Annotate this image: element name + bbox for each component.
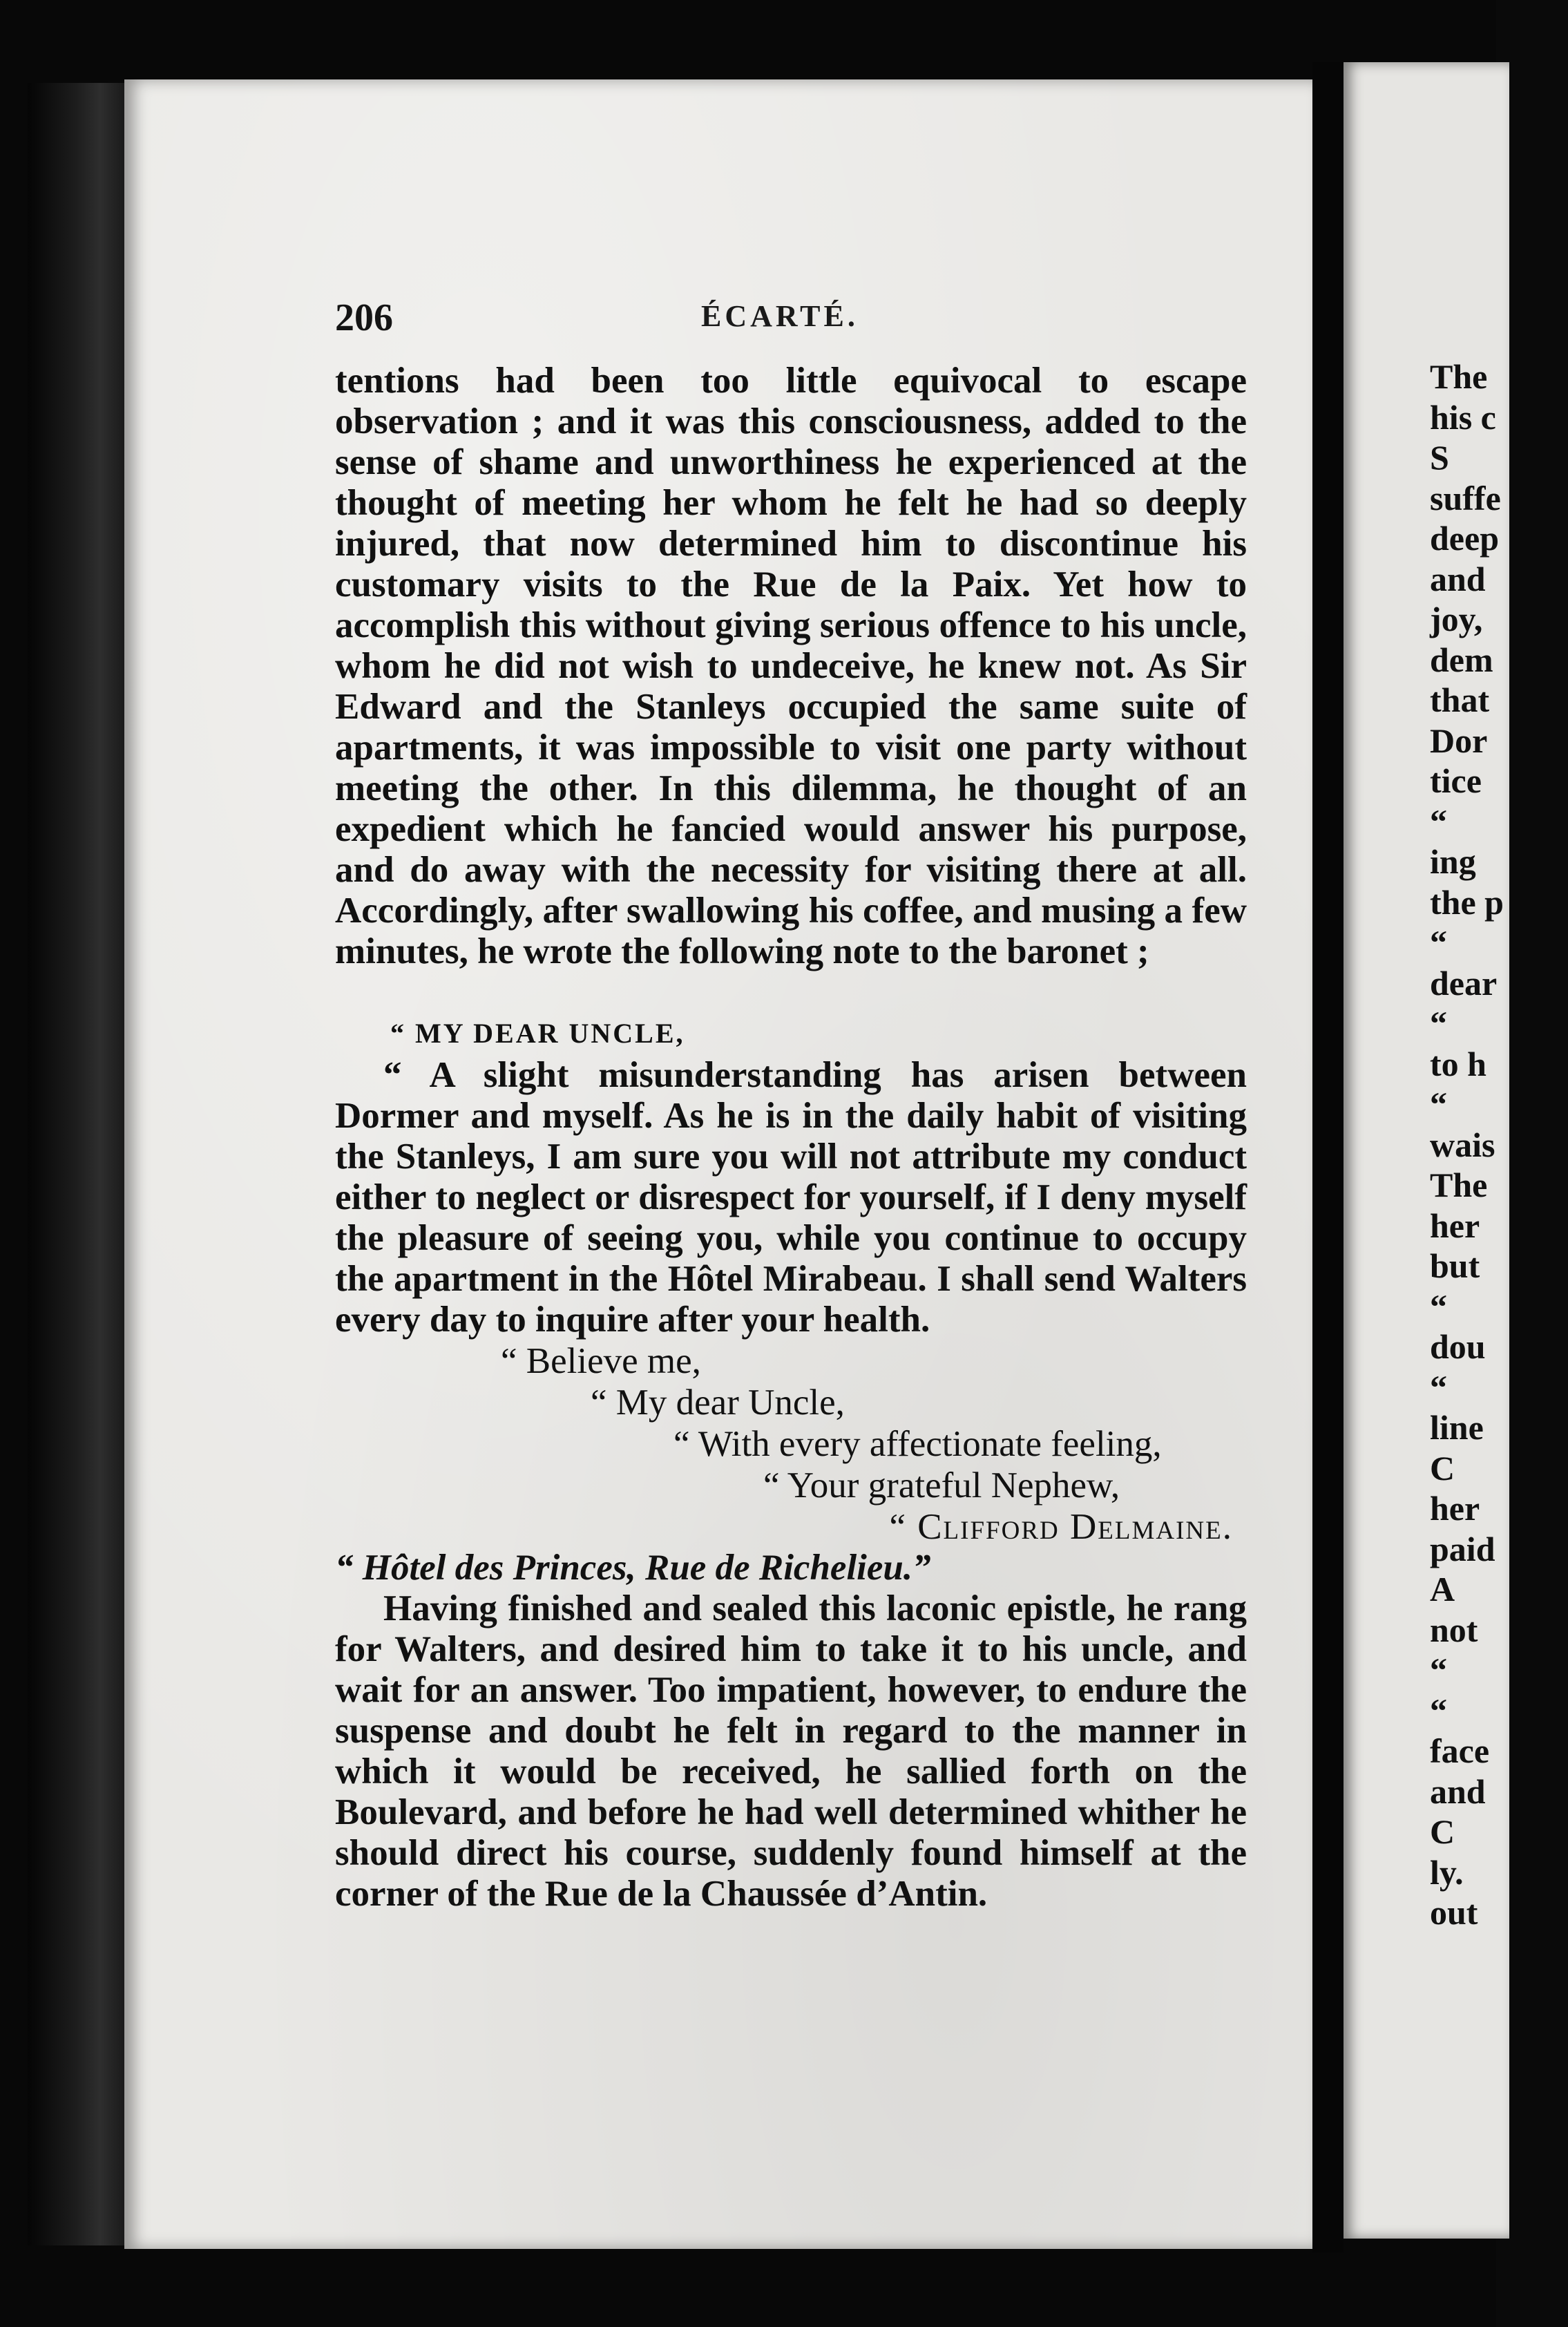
facing-page-line: dou	[1430, 1327, 1486, 1366]
running-title: ÉCARTÉ.	[701, 299, 859, 333]
letter-salutation: “ MY DEAR UNCLE,	[390, 1018, 685, 1049]
facing-page-line: ing	[1430, 842, 1476, 881]
page-number: 206	[335, 296, 393, 339]
facing-page-line: but	[1430, 1246, 1480, 1285]
facing-page-line: the p	[1430, 882, 1504, 922]
facing-page-line: tice	[1430, 761, 1482, 800]
facing-page-line: The	[1430, 357, 1488, 396]
page-gutter	[1312, 62, 1344, 2252]
facing-page-line: ly.	[1430, 1852, 1464, 1892]
facing-page-line: and	[1430, 559, 1486, 598]
facing-page-line: his c	[1430, 397, 1496, 437]
facing-page-line: joy,	[1430, 600, 1483, 638]
facing-page-line: Dor	[1430, 721, 1488, 760]
facing-page-line: C	[1430, 1448, 1455, 1488]
facing-page-line: deep	[1430, 519, 1499, 558]
facing-page-line: and	[1430, 1772, 1486, 1811]
facing-page-line: suffe	[1430, 478, 1501, 517]
letter-closing-2: “ My dear Uncle,	[591, 1383, 845, 1423]
facing-page-text	[1430, 356, 1568, 1932]
facing-page-line: dem	[1430, 640, 1493, 679]
facing-page-line: line	[1430, 1408, 1484, 1447]
facing-page-line: “	[1430, 801, 1447, 841]
facing-page-line: not	[1430, 1610, 1478, 1649]
letter-closing-4: “ Your grateful Nephew,	[763, 1465, 1120, 1506]
facing-page-line: to h	[1430, 1044, 1486, 1083]
facing-page-line: S	[1430, 438, 1449, 477]
letter-address: “ Hôtel des Princes, Rue de Richelieu.”	[335, 1548, 931, 1588]
facing-page-line: “	[1430, 1085, 1447, 1123]
facing-page-line: A	[1430, 1570, 1455, 1608]
page-text	[335, 361, 1247, 1915]
facing-page-line: face	[1430, 1731, 1490, 1770]
facing-page-line: wais	[1430, 1125, 1495, 1164]
facing-page-line: The	[1430, 1166, 1488, 1204]
letter-body: “ A slight misunderstanding has arisen between Dormer and myself. As he is in the daily habit of visiting the Stanleys, I am sure you will not attribute my conduct either to neglect or disrespect for yourself, if I deny myself the pleasure of seeing you, while you continue to occupy the apartment in the Hôtel Mirabeau. I shall send Walters every day to inquire after your health.	[335, 1055, 1247, 1340]
paragraph-2: Having finished and sealed this laconic epistle, he rang for Walters, and desired him to take it to his uncle, and wait for an answer. Too impatient, however, to endure the suspense and doubt he felt in regard to the manner in which it would be received, he sallied forth on the Boulevard, and before he had well determined whither he should direct his course, suddenly found himself at the corner of the Rue de la Chaussée d’Antin.	[335, 1588, 1247, 1914]
facing-page-line: “	[1430, 1286, 1447, 1326]
facing-page-line: her	[1430, 1489, 1480, 1528]
facing-page-line: her	[1430, 1206, 1480, 1245]
facing-page-line: “	[1430, 1367, 1447, 1407]
paragraph-1: tentions had been too little equivocal to escape observation ; and it was this consciousness, added to the sense of shame and unworthiness he experienced at the thought of meeting her whom he felt he had so deeply injured, that now determined him to discontinue his customary visits to the Rue de la Paix. Yet how to accomplish this without giving serious offence to his uncle, whom he did not wish to undeceive, he knew not. As Sir Edward and the Stanleys occupied the same suite of apartments, it was impossible to visit one party without meeting the other. In this dilemma, he thought of an expedient which he fancied would answer his purpose, and do away with the necessity for visiting there at all. Accordingly, after swallowing his coffee, and musing a few minutes, he wrote the following note to the baronet ;	[335, 361, 1247, 971]
book-binding-edge	[28, 83, 131, 2245]
facing-page-line: dear	[1430, 963, 1498, 1003]
facing-page-line: paid	[1430, 1529, 1495, 1568]
letter-closing-3: “ With every affectionate feeling,	[673, 1424, 1162, 1464]
facing-page-line: “	[1430, 1691, 1447, 1730]
facing-page-line: C	[1430, 1812, 1455, 1851]
letter-signature: “ Clifford Delmaine.	[889, 1507, 1233, 1547]
facing-page-line: “	[1430, 1651, 1447, 1689]
letter	[335, 1012, 1247, 1588]
letter-closing-1: “ Believe me,	[501, 1341, 701, 1381]
facing-page-line: out	[1430, 1893, 1478, 1932]
running-head	[335, 296, 1247, 344]
facing-page-line: “	[1430, 1004, 1447, 1043]
facing-page-line: that	[1430, 681, 1490, 719]
facing-page-line: “	[1430, 923, 1447, 962]
